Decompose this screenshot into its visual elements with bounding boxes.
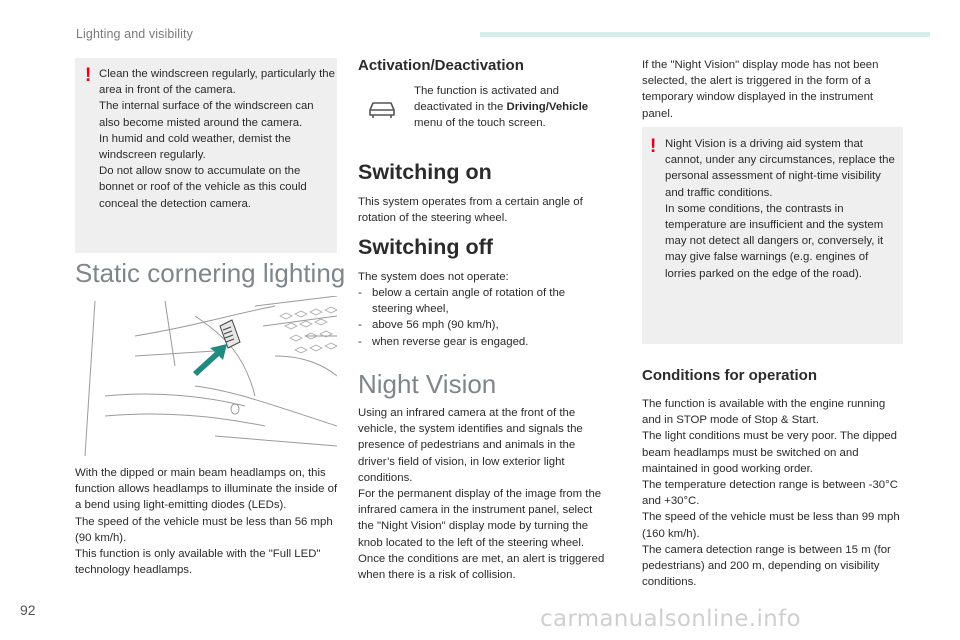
static-cornering-body: With the dipped or main beam headlamps on, this function allows headlamps to illuminate the inside of a bend using light-emitting diodes (LEDs). The speed of the vehicle must be less than 56 mph (90 km/h). This function is only available with the "Full LED" technology headlamps. (75, 467, 338, 577)
conditions-body: The function is available with the engine running and in STOP mode of Stop & Start. The light conditions must be very poor. The dipped beam headlamps must be switched on and maintained in good working order. The temperature detection range is between -30°C and +30°C. The speed of the vehicle must be less than 99 mph (160 km/h). The camera detection range is between 15 m (for pedestrians) and 200 m, depending on visibility conditions. (642, 398, 900, 589)
activation-text-pre: The function is activated and deactivated in the (414, 85, 560, 114)
list-item: - when reverse gear is engaged. (358, 334, 608, 350)
driving-vehicle-menu: Driving/Vehicle (506, 101, 589, 114)
night-vision-heading: Night Vision (358, 369, 497, 399)
static-cornering-heading: Static cornering lighting (75, 258, 346, 288)
conditions-heading: Conditions for operation (642, 367, 817, 384)
section-header-bar (480, 32, 930, 37)
car-icon (366, 96, 398, 120)
activation-heading: Activation/Deactivation (358, 57, 524, 74)
warning-icon: ! (650, 136, 657, 157)
switching-off-heading: Switching off (358, 235, 493, 259)
night-vision-alert-intro: If the "Night Vision" display mode has not been selected, the alert is triggered in the form of a temporary window displayed in the instrument panel. (642, 59, 879, 120)
page-number: 92 (20, 602, 36, 618)
switching-off-intro: The system does not operate: (358, 271, 509, 283)
activation-text-post: menu of the touch screen. (414, 117, 546, 130)
windscreen-warning-text: Clean the windscreen regularly, particularly the area in front of the camera. The internal surface of the windscreen can also become misted around the camera. In humid and cold weather, demist the windscreen regularly. Do not allow snow to accumulate on the bonnet or roof of the vehicle as this could conceal the detection camera. (99, 68, 335, 210)
section-title: Lighting and visibility (76, 27, 193, 41)
activation-text (414, 83, 610, 132)
night-vision-warning-box (642, 127, 903, 344)
headlamp-illustration (75, 296, 337, 456)
list-item: - below a certain angle of rotation of the steering wheel, (358, 285, 608, 317)
switching-on-heading: Switching on (358, 160, 492, 184)
night-vision-warning-text: Night Vision is a driving aid system that cannot, under any circumstances, replace the personal assessment of night-time visibility and traffic conditions. In some conditions, the contrasts in temperature are insufficient and the system may not detect all dangers or, conversely, it may give false warnings (e.g. engines of lorries parked on the edge of the road). (665, 138, 895, 280)
warning-icon: ! (85, 65, 92, 86)
windscreen-warning-box (75, 58, 337, 253)
switching-on-body: This system operates from a certain angle of rotation of the steering wheel. (358, 196, 583, 225)
night-vision-body: Using an infrared camera at the front of the vehicle, the system identifies and signals the presence of pedestrians and animals in the driver’s field of vision, in low exterior light conditions. For the permanent display of the image from the infrared camera in the instrument panel, select the "Night Vision" display mode by turning the knob located to the left of the steering wheel. Once the conditions are met, an alert is triggered when there is a risk of collision. (358, 407, 605, 582)
switching-off-list (358, 285, 608, 350)
list-item: - above 56 mph (90 km/h), (358, 317, 608, 333)
watermark: carmanualsonline.info (540, 606, 801, 632)
